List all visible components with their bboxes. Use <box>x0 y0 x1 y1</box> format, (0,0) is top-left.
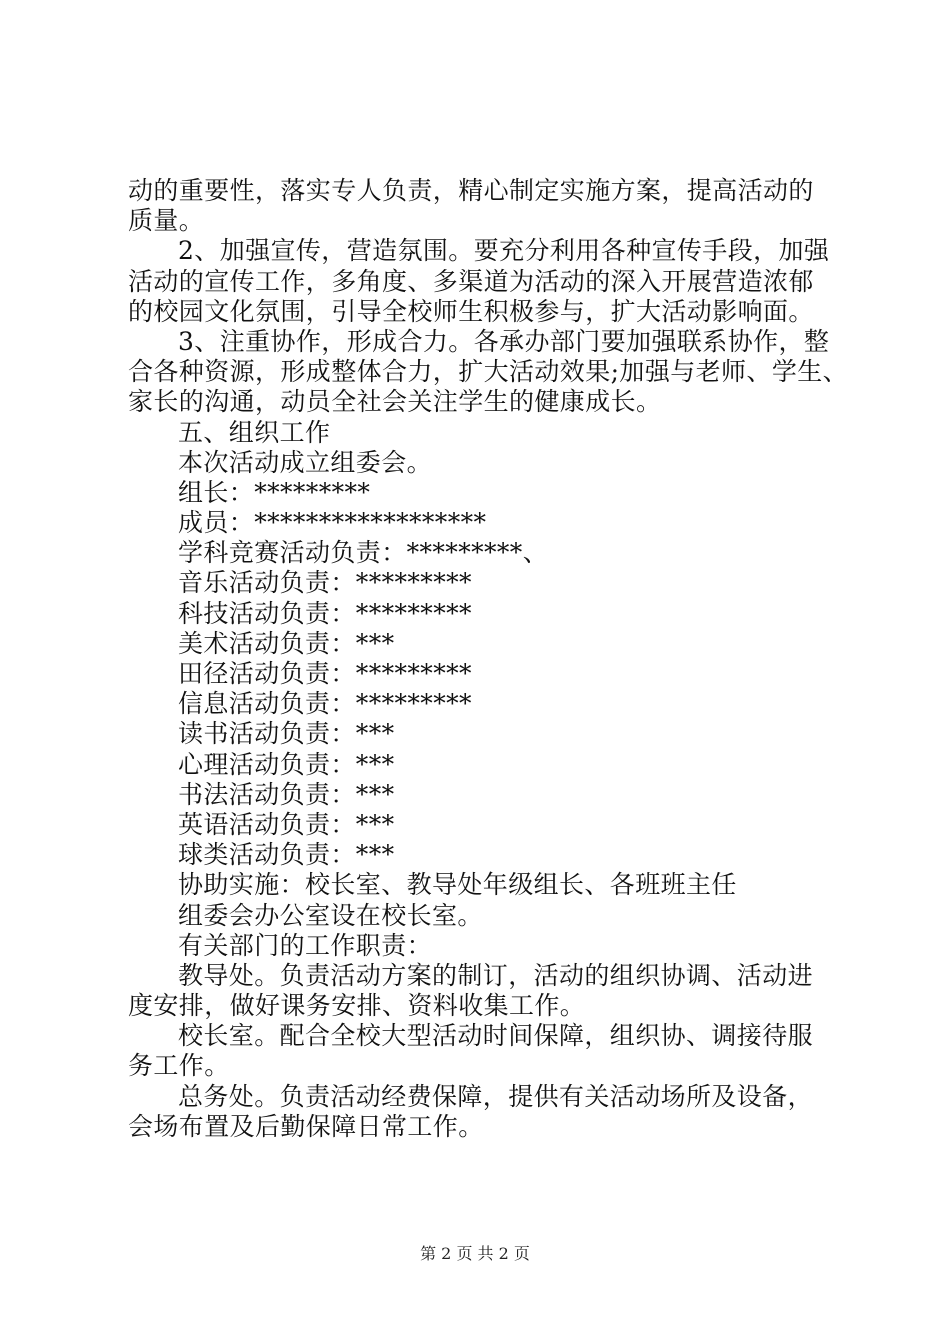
text-line: 校长室。配合全校大型活动时间保障，组织协、调接待服 <box>178 1021 814 1051</box>
responsibility-item: 心理活动负责：*** <box>178 749 395 779</box>
text-line: 有关部门的工作职责： <box>178 930 433 960</box>
responsibility-item: 田径活动负责：********* <box>178 659 472 688</box>
text-line: 2、加强宣传，营造氛围。要充分利用各种宣传手段，加强 <box>178 236 830 266</box>
page-footer: 第 2 页 共 2 页 <box>420 1244 530 1263</box>
text-line: 本次活动成立组委会。 <box>178 447 433 477</box>
text-line: 家长的沟通，动员全社会关注学生的健康成长。 <box>128 387 662 417</box>
responsibility-item: 音乐活动负责：********* <box>178 568 472 598</box>
text-line: 活动的宣传工作，多角度、多渠道为活动的深入开展营造浓郁 <box>128 266 814 296</box>
responsibility-item: 书法活动负责：*** <box>178 779 395 809</box>
text-line: 合各种资源，形成整体合力，扩大活动效果;加强与老师、学生、 <box>128 357 849 387</box>
responsibility-item: 信息活动负责：********* <box>178 689 472 719</box>
text-line: 质量。 <box>128 206 205 236</box>
text-line: 会场布置及后勤保障日常工作。 <box>128 1111 484 1141</box>
text-line: 务工作。 <box>128 1051 230 1081</box>
text-line: 动的重要性，落实专人负责，精心制定实施方案，提高活动的 <box>128 176 814 205</box>
text-line: 协助实施：校长室、教导处年级组长、各班班主任 <box>178 870 737 900</box>
responsibility-item: 英语活动负责：*** <box>178 809 395 839</box>
responsibility-item: 科技活动负责：********* <box>178 598 472 628</box>
responsibility-item: 美术活动负责：*** <box>178 628 395 658</box>
text-line: 度安排，做好课务安排、资料收集工作。 <box>128 991 586 1021</box>
section-heading: 五、组织工作 <box>178 417 331 447</box>
text-line: 教导处。负责活动方案的制订，活动的组织协调、活动进 <box>178 960 814 990</box>
text-line: 的校园文化氛围，引导全校师生积极参与，扩大活动影响面。 <box>128 296 814 326</box>
text-line: 组委会办公室设在校长室。 <box>178 900 483 930</box>
responsibility-item: 学科竞赛活动负责：*********、 <box>178 538 549 568</box>
committee-leader: 组长：********* <box>178 477 371 507</box>
text-line: 总务处。负责活动经费保障，提供有关活动场所及设备， <box>178 1081 814 1111</box>
committee-members: 成员：****************** <box>178 508 487 538</box>
document-body <box>128 176 849 1142</box>
text-line: 3、注重协作，形成合力。各承办部门要加强联系协作，整 <box>178 326 830 356</box>
responsibility-item: 球类活动负责：*** <box>178 840 395 870</box>
responsibility-item: 读书活动负责：*** <box>178 719 395 749</box>
